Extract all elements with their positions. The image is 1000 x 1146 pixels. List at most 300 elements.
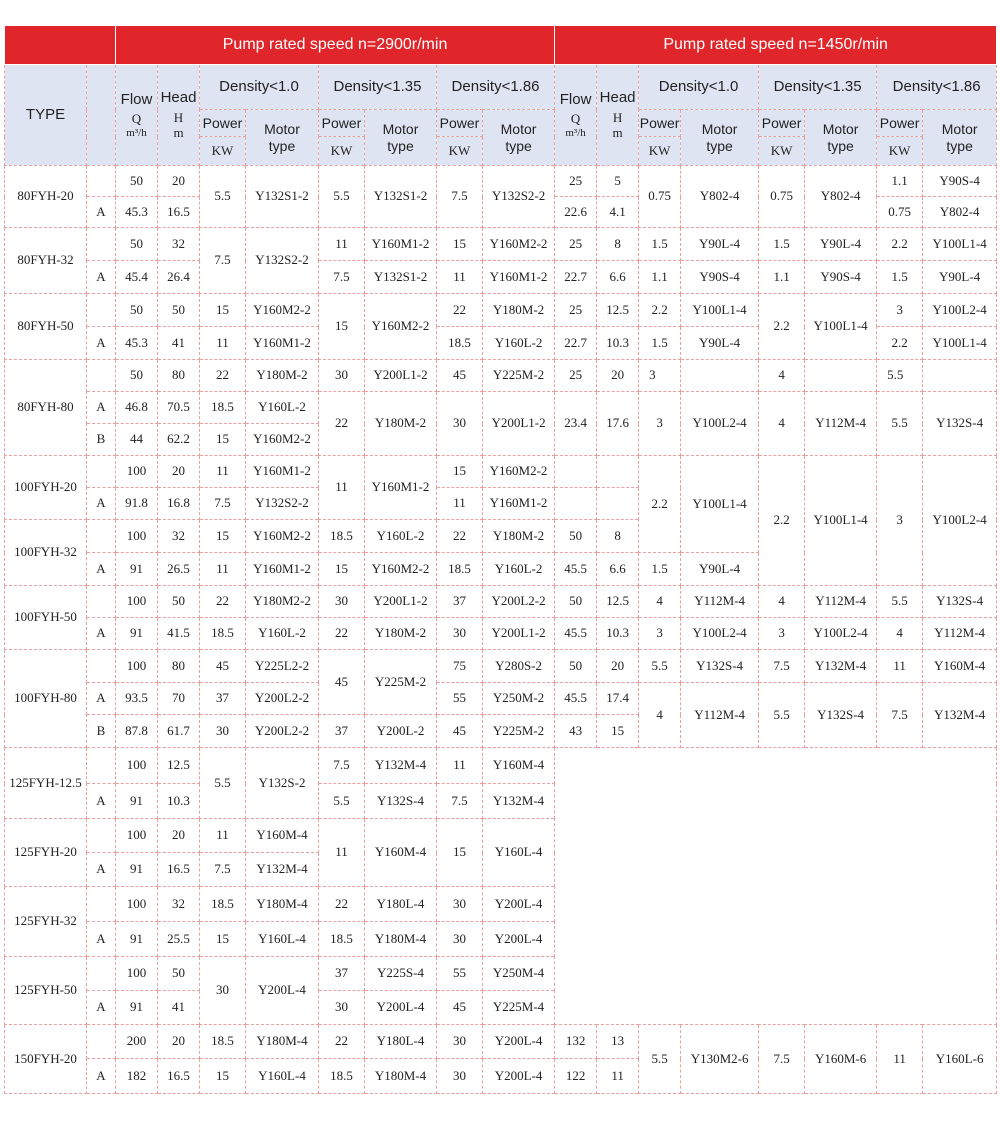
cell: 7.5 [759, 650, 805, 683]
cell: Y200L1-2 [483, 618, 555, 650]
type-header: TYPE [5, 65, 87, 166]
cell: 50 [116, 360, 158, 392]
model-variant [87, 650, 116, 683]
density-1-86-header-2900: Density<1.86 [437, 65, 555, 110]
cell: 15 [437, 456, 483, 488]
q-unit: Q [570, 110, 581, 126]
cell: 45.5 [555, 618, 597, 650]
cell: 80 [158, 360, 200, 392]
cell: 15 [200, 520, 246, 553]
cell: Y160M2-2 [365, 294, 437, 360]
pump-type: 125FYH-20 [5, 819, 87, 887]
cell: Y250M-4 [483, 957, 555, 991]
cell: 22.7 [555, 327, 597, 360]
cell: Y132M-4 [246, 853, 319, 887]
flow-header-2900 [116, 65, 158, 166]
cell: Y180L-4 [365, 1025, 437, 1059]
cell: Y225M-4 [483, 991, 555, 1025]
cell: 11 [200, 819, 246, 853]
cell: Y200L-2 [365, 715, 437, 748]
speed-1450-header: Pump rated speed n=1450r/min [555, 26, 997, 65]
cell: 2.2 [877, 228, 923, 261]
cell: 25 [555, 166, 597, 197]
h-unit: H [612, 109, 623, 125]
cell: Y802-4 [805, 166, 877, 228]
cell: Y100L2-4 [923, 294, 997, 327]
cell: 100 [116, 887, 158, 922]
model-variant: A [87, 327, 116, 360]
cell: 20 [158, 819, 200, 853]
power-header: Power [319, 110, 365, 137]
cell: 5.5 [877, 586, 923, 618]
motor-label: Motor [500, 121, 537, 138]
motor-type-header [483, 110, 555, 166]
cell: 7.5 [437, 784, 483, 819]
cell: 4 [877, 618, 923, 650]
cell: 2.2 [759, 456, 805, 586]
flow-label: Flow [120, 90, 153, 108]
cell: 55 [437, 957, 483, 991]
cell: 6.6 [597, 261, 639, 294]
corner-cell [5, 26, 116, 65]
motor-type-header [923, 110, 997, 166]
speed-2900-header: Pump rated speed n=2900r/min [116, 26, 555, 65]
cell: Y100L2-4 [681, 618, 759, 650]
cell: 7.5 [200, 488, 246, 520]
cell: 20 [158, 456, 200, 488]
cell: 30 [200, 715, 246, 748]
pump-type: 150FYH-20 [5, 1025, 87, 1094]
cell: 25 [555, 228, 597, 261]
cell: 3 [639, 618, 681, 650]
cell: 182 [116, 1059, 158, 1094]
cell: 18.5 [200, 887, 246, 922]
cell: 62.2 [158, 424, 200, 456]
pump-type: 125FYH-12.5 [5, 748, 87, 819]
cell: 30 [319, 360, 365, 392]
cell: Y200L2-2 [246, 715, 319, 748]
cell: Y200L-4 [365, 991, 437, 1025]
cell: 15 [437, 228, 483, 261]
flow-label: Flow [559, 90, 592, 108]
cell: 5.5 [200, 748, 246, 819]
table-row [5, 618, 997, 650]
cell: 45.3 [116, 197, 158, 228]
model-variant [87, 887, 116, 922]
cell: 22 [319, 618, 365, 650]
model-variant [87, 819, 116, 853]
cell: 22.7 [555, 261, 597, 294]
cell: 87.8 [116, 715, 158, 748]
cell: 30 [319, 991, 365, 1025]
cell: 50 [158, 586, 200, 618]
cell: 10.3 [158, 784, 200, 819]
cell: Y250M-2 [483, 683, 555, 715]
cell: 15 [319, 553, 365, 586]
cell [923, 360, 997, 392]
cell: 0.75 [759, 166, 805, 228]
cell: 11 [319, 228, 365, 261]
cell: 11 [200, 327, 246, 360]
cell [597, 456, 639, 488]
motor-type-header [365, 110, 437, 166]
cell: Y180M-2 [483, 520, 555, 553]
cell: Y100L1-4 [805, 456, 877, 586]
cell [555, 456, 597, 488]
cell: 132 [555, 1025, 597, 1059]
cell: 45 [437, 715, 483, 748]
cell: 7.5 [877, 683, 923, 748]
motor-label: Motor [701, 121, 738, 138]
density-1-35-header-2900: Density<1.35 [319, 65, 437, 110]
cell: 3 [639, 392, 681, 456]
model-variant: A [87, 683, 116, 715]
model-variant [87, 586, 116, 618]
cell: Y160M1-2 [246, 553, 319, 586]
cell: 3 [759, 618, 805, 650]
cell: Y132S-4 [365, 784, 437, 819]
h-unit-2: m [612, 124, 623, 140]
cell: 30 [437, 1025, 483, 1059]
pump-type: 125FYH-32 [5, 887, 87, 957]
cell: 22 [200, 360, 246, 392]
cell: Y180M-4 [365, 1059, 437, 1094]
cell: 11 [319, 819, 365, 887]
cell: 80 [158, 650, 200, 683]
cell: 25.5 [158, 922, 200, 957]
motor-type-header [246, 110, 319, 166]
cell: Y132M-4 [365, 748, 437, 784]
pump-type: 80FYH-32 [5, 228, 87, 294]
motor-label: Motor [941, 121, 978, 138]
cell: 11 [437, 261, 483, 294]
density-1-35-header-1450: Density<1.35 [759, 65, 877, 110]
cell: 30 [437, 922, 483, 957]
cell: Y180M-4 [246, 1025, 319, 1059]
cell: 37 [319, 715, 365, 748]
cell: 45.4 [116, 261, 158, 294]
cell: 1.5 [639, 228, 681, 261]
cell: Y132S2-2 [483, 166, 555, 228]
cell: 25 [555, 360, 597, 392]
model-variant: A [87, 261, 116, 294]
flow-header-1450 [555, 65, 597, 166]
cell: Y160M1-2 [483, 261, 555, 294]
model-variant: B [87, 424, 116, 456]
cell: 22 [200, 586, 246, 618]
table-row [5, 261, 997, 294]
table-row [5, 360, 997, 392]
cell: Y160M1-2 [246, 327, 319, 360]
cell: Y160M2-2 [246, 520, 319, 553]
cell: 30 [437, 392, 483, 456]
cell: 11 [437, 488, 483, 520]
cell: Y90S-4 [805, 261, 877, 294]
cell: 8 [597, 520, 639, 553]
cell: 200 [116, 1025, 158, 1059]
kw-unit: KW [200, 137, 246, 166]
cell: Y160L-2 [483, 327, 555, 360]
cell: 61.7 [158, 715, 200, 748]
cell: 6.6 [597, 553, 639, 586]
cell: Y100L1-4 [923, 228, 997, 261]
cell: 91.8 [116, 488, 158, 520]
q-unit: Q [131, 110, 142, 126]
motor-label: Motor [382, 121, 419, 138]
table-row [5, 228, 997, 261]
cell: Y180M-2 [483, 294, 555, 327]
cell: 50 [116, 166, 158, 197]
cell: 18.5 [437, 327, 483, 360]
cell: 15 [597, 715, 639, 748]
cell: 20 [158, 1025, 200, 1059]
cell: 1.1 [759, 261, 805, 294]
cell: Y180M-4 [365, 922, 437, 957]
cell: 1.1 [639, 261, 681, 294]
cell: Y200L-4 [483, 1059, 555, 1094]
model-variant [87, 456, 116, 488]
cell: 45 [437, 991, 483, 1025]
model-variant [87, 294, 116, 327]
cell: 7.5 [200, 853, 246, 887]
cell: 7.5 [200, 228, 246, 294]
cell: 5 [597, 166, 639, 197]
cell: Y132S-4 [923, 586, 997, 618]
model-variant [87, 1025, 116, 1059]
cell: 4 [639, 683, 681, 748]
cell: 4 [639, 586, 681, 618]
cell: 16.8 [158, 488, 200, 520]
cell: 20 [597, 650, 639, 683]
cell: Y180M-4 [246, 887, 319, 922]
cell: Y160M-4 [246, 819, 319, 853]
motor-label: Motor [264, 121, 300, 138]
cell: 11 [200, 456, 246, 488]
power-header: Power [759, 110, 805, 137]
cell: 11 [437, 748, 483, 784]
cell: 4 [759, 360, 805, 392]
cell: Y100L1-4 [681, 456, 759, 553]
cell: 4 [759, 392, 805, 456]
model-variant [87, 957, 116, 991]
cell: 41 [158, 991, 200, 1025]
cell: 100 [116, 520, 158, 553]
density-1-0-header-2900: Density<1.0 [200, 65, 319, 110]
h-unit-2: m [173, 124, 184, 140]
cell: Y160L-6 [923, 1025, 997, 1094]
cell: Y132S2-2 [246, 488, 319, 520]
cell: Y160M-4 [923, 650, 997, 683]
pump-type: 100FYH-80 [5, 650, 87, 748]
cell: 93.5 [116, 683, 158, 715]
cell: 2.2 [639, 456, 681, 553]
cell: Y200L2-2 [246, 683, 319, 715]
cell: 20 [597, 360, 639, 392]
model-variant [87, 360, 116, 392]
cell: 37 [319, 957, 365, 991]
cell: Y100L1-4 [805, 294, 877, 360]
table-row [5, 456, 997, 488]
cell: 30 [437, 1059, 483, 1094]
cell: 15 [200, 424, 246, 456]
cell: 20 [158, 166, 200, 197]
cell [555, 488, 597, 520]
cell: 91 [116, 553, 158, 586]
pump-type: 80FYH-20 [5, 166, 87, 228]
cell: Y132S1-2 [365, 261, 437, 294]
model-variant: A [87, 784, 116, 819]
cell: Y132S-4 [923, 392, 997, 456]
table-row [5, 392, 997, 424]
head-header-1450 [597, 65, 639, 166]
cell: 91 [116, 922, 158, 957]
cell: 5.5 [319, 166, 365, 228]
cell: Y160M2-2 [365, 553, 437, 586]
cell: Y160L-2 [246, 392, 319, 424]
cell: Y200L-4 [483, 922, 555, 957]
cell: Y200L-4 [483, 887, 555, 922]
cell: Y90L-4 [681, 327, 759, 360]
cell: Y225S-4 [365, 957, 437, 991]
pump-type: 125FYH-50 [5, 957, 87, 1025]
model-variant [87, 228, 116, 261]
cell: Y180M-2 [246, 360, 319, 392]
table-row [5, 650, 997, 683]
cell: Y132M-4 [805, 650, 877, 683]
cell: 4 [759, 586, 805, 618]
cell: 45.3 [116, 327, 158, 360]
cell: 50 [158, 957, 200, 991]
kw-unit: KW [639, 137, 681, 166]
cell: 11 [877, 650, 923, 683]
pump-type: 80FYH-80 [5, 360, 87, 456]
type-label: type [827, 137, 854, 154]
cell: 16.5 [158, 197, 200, 228]
cell: 3 [639, 360, 681, 392]
cell: 26.4 [158, 261, 200, 294]
cell: Y132M-4 [923, 683, 997, 748]
model-variant: A [87, 553, 116, 586]
cell: Y90S-4 [681, 261, 759, 294]
cell: 25 [555, 294, 597, 327]
head-label: Head [599, 89, 636, 107]
cell: 10.3 [597, 327, 639, 360]
cell: 1.5 [639, 553, 681, 586]
cell: Y160M-6 [805, 1025, 877, 1094]
cell: 11 [597, 1059, 639, 1094]
cell [681, 360, 759, 392]
table-row [5, 1025, 997, 1059]
cell: 91 [116, 991, 158, 1025]
cell: 91 [116, 784, 158, 819]
cell: Y225M-2 [483, 715, 555, 748]
speed-header-row [5, 26, 997, 65]
table-row [5, 748, 997, 784]
cell: Y90L-4 [923, 261, 997, 294]
cell: 100 [116, 586, 158, 618]
head-label: Head [160, 89, 197, 107]
power-header: Power [437, 110, 483, 137]
cell: Y130M2-6 [681, 1025, 759, 1094]
cell: 23.4 [555, 392, 597, 456]
cell: 13 [597, 1025, 639, 1059]
cell: 50 [116, 294, 158, 327]
pump-type: 100FYH-50 [5, 586, 87, 650]
cell: 45.5 [555, 683, 597, 715]
cell: Y112M-4 [805, 392, 877, 456]
cell: Y180M2-2 [246, 586, 319, 618]
type-label: type [505, 137, 532, 154]
cell: 15 [437, 819, 483, 887]
cell: 2.2 [759, 294, 805, 360]
cell: Y132S2-2 [246, 228, 319, 294]
cell: Y90L-4 [681, 553, 759, 586]
model-variant [87, 520, 116, 553]
cell: 12.5 [597, 586, 639, 618]
table-row [5, 586, 997, 618]
cell: 2.2 [877, 327, 923, 360]
cell: Y132S-2 [246, 748, 319, 819]
motor-type-header [805, 110, 877, 166]
cell: 46.8 [116, 392, 158, 424]
cell: Y112M-4 [923, 618, 997, 650]
cell: Y132S-4 [805, 683, 877, 748]
cell: 43 [555, 715, 597, 748]
cell [805, 360, 877, 392]
cell: Y90L-4 [805, 228, 877, 261]
cell: 17.4 [597, 683, 639, 715]
cell: 22 [319, 1025, 365, 1059]
h-unit: H [173, 109, 184, 125]
cell: Y180M-2 [365, 618, 437, 650]
cell: 0.75 [877, 197, 923, 228]
cell: 12.5 [158, 748, 200, 784]
cell: 22.6 [555, 197, 597, 228]
cell: Y200L2-2 [483, 586, 555, 618]
cell: Y100L2-4 [923, 456, 997, 586]
cell: Y132S-4 [681, 650, 759, 683]
cell: Y180M-2 [365, 392, 437, 456]
cell: 50 [555, 586, 597, 618]
cell: 7.5 [319, 261, 365, 294]
cell: 22 [437, 520, 483, 553]
model-variant: A [87, 922, 116, 957]
cell: Y132S1-2 [365, 166, 437, 228]
cell: Y225M-2 [483, 360, 555, 392]
cell: 45.5 [555, 553, 597, 586]
cell: Y200L1-2 [365, 586, 437, 618]
cell: Y160M1-2 [246, 456, 319, 488]
cell: 70.5 [158, 392, 200, 424]
cell: 55 [437, 683, 483, 715]
cell: 75 [437, 650, 483, 683]
kw-unit: KW [877, 137, 923, 166]
cell: 70 [158, 683, 200, 715]
table-row [5, 294, 997, 327]
cell: Y160M-4 [365, 819, 437, 887]
power-header: Power [200, 110, 246, 137]
cell: Y100L2-4 [805, 618, 877, 650]
table-row [5, 683, 997, 715]
motor-type-header [681, 110, 759, 166]
cell: 22 [437, 294, 483, 327]
cell: 11 [319, 456, 365, 520]
cell: 91 [116, 853, 158, 887]
cell: 1.5 [877, 261, 923, 294]
model-variant [87, 166, 116, 197]
cell: Y112M-4 [681, 683, 759, 748]
cell: 32 [158, 520, 200, 553]
